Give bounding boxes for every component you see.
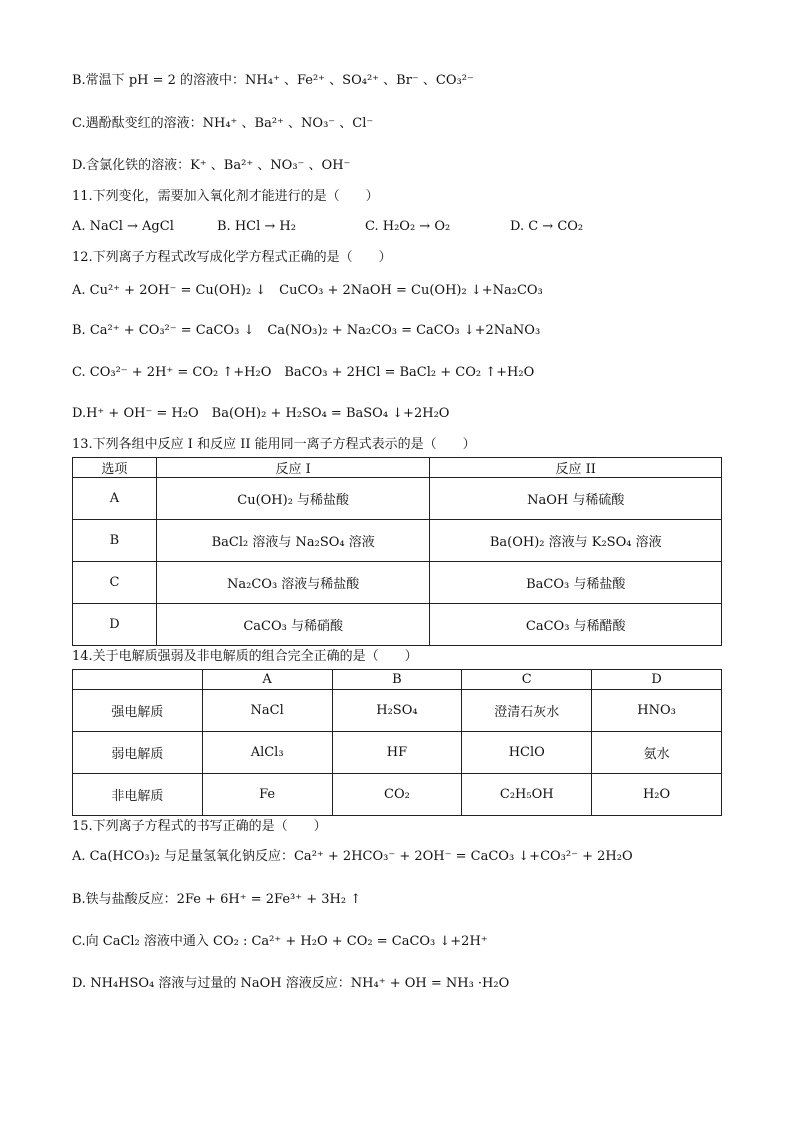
q11-options [72,218,722,236]
table-cell: C [73,562,157,604]
q11-option-a: A. NaCl → AgCl [72,219,174,234]
q11-stem: 11.下列变化，需要加入氧化剂才能进行的是（ ） [72,189,379,204]
q14-table [72,669,722,816]
table-cell: Cu(OH)₂ 与稀盐酸 [156,478,430,520]
q12-option-d: D.H⁺ + OH⁻ = H₂O Ba(OH)₂ + H₂SO₄ = BaSO₄ ↓+2H₂O [72,406,450,421]
table-cell: CaCO₃ 与稀硝酸 [156,604,430,646]
header-cell: B [332,670,462,690]
q10-option-b: B.常温下 pH = 2 的溶液中：NH₄⁺ 、Fe²⁺ 、SO₄²⁺ 、Br⁻ 、CO₃²⁻ [72,73,474,88]
q13-table [72,457,722,646]
table-row [73,562,722,604]
table-cell: C₂H₅OH [462,774,592,816]
table-cell: 澄清石灰水 [462,690,592,732]
table-cell: HNO₃ [592,690,722,732]
table-cell: HClO [462,732,592,774]
q10-option-c: C.遇酚酞变红的溶液：NH₄⁺ 、Ba²⁺ 、NO₃⁻ 、Cl⁻ [72,116,374,131]
table-cell: A [73,478,157,520]
q14-stem: 14.关于电解质强弱及非电解质的组合完全正确的是（ ） [72,649,418,664]
table-cell: 强电解质 [73,690,203,732]
header-cell [73,670,203,690]
table-row [73,478,722,520]
table-cell: 氨水 [592,732,722,774]
q12-option-b: B. Ca²⁺ + CO₃²⁻ = CaCO₃ ↓ Ca(NO₃)₂ + Na₂CO₃ = CaCO₃ ↓+2NaNO₃ [72,323,541,338]
q11-option-d: D. C → CO₂ [510,219,584,234]
q15-option-a: A. Ca(HCO₃)₂ 与足量氢氧化钠反应：Ca²⁺ + 2HCO₃⁻ + 2OH⁻ = CaCO₃ ↓+CO₃²⁻ + 2H₂O [72,849,633,864]
table-cell: AlCl₃ [202,732,332,774]
table-cell: BaCl₂ 溶液与 Na₂SO₄ 溶液 [156,520,430,562]
header-cell: 反应 I [156,458,430,478]
table-cell: Fe [202,774,332,816]
table-cell: CaCO₃ 与稀醋酸 [430,604,722,646]
table-row [73,690,722,732]
q13-stem: 13.下列各组中反应 I 和反应 II 能用同一离子方程式表示的是（ ） [72,437,476,452]
header-cell: A [202,670,332,690]
table-header-row [73,458,722,478]
table-cell: NaCl [202,690,332,732]
table-cell: BaCO₃ 与稀盐酸 [430,562,722,604]
q15-option-b: B.铁与盐酸反应：2Fe + 6H⁺ = 2Fe³⁺ + 3H₂ ↑ [72,892,362,907]
q12-stem: 12.下列离子方程式改写成化学方程式正确的是（ ） [72,250,392,265]
table-row [73,732,722,774]
table-cell: D [73,604,157,646]
header-cell: C [462,670,592,690]
table-cell: H₂O [592,774,722,816]
table-cell: 弱电解质 [73,732,203,774]
q15-stem: 15.下列离子方程式的书写正确的是（ ） [72,819,327,834]
table-cell: NaOH 与稀硫酸 [430,478,722,520]
table-cell: 非电解质 [73,774,203,816]
q15-option-c: C.向 CaCl₂ 溶液中通入 CO₂ : Ca²⁺ + H₂O + CO₂ = CaCO₃ ↓+2H⁺ [72,934,488,949]
header-cell: 选项 [73,458,157,478]
q15-option-d: D. NH₄HSO₄ 溶液与过量的 NaOH 溶液反应：NH₄⁺ + OH = NH₃ ·H₂O [72,976,510,991]
table-row [73,604,722,646]
q12-option-a: A. Cu²⁺ + 2OH⁻ = Cu(OH)₂ ↓ CuCO₃ + 2NaOH = Cu(OH)₂ ↓+Na₂CO₃ [72,283,543,298]
q12-option-c: C. CO₃²⁻ + 2H⁺ = CO₂ ↑+H₂O BaCO₃ + 2HCl = BaCl₂ + CO₂ ↑+H₂O [72,365,535,380]
table-cell: Ba(OH)₂ 溶液与 K₂SO₄ 溶液 [430,520,722,562]
header-cell: 反应 II [430,458,722,478]
table-cell: HF [332,732,462,774]
q11-option-c: C. H₂O₂ → O₂ [365,219,451,234]
table-cell: CO₂ [332,774,462,816]
table-cell: H₂SO₄ [332,690,462,732]
header-cell: D [592,670,722,690]
table-row [73,520,722,562]
table-cell: Na₂CO₃ 溶液与稀盐酸 [156,562,430,604]
table-row [73,774,722,816]
table-header-row [73,670,722,690]
q11-option-b: B. HCl → H₂ [217,219,296,234]
q10-option-d: D.含氯化铁的溶液：K⁺ 、Ba²⁺ 、NO₃⁻ 、OH⁻ [72,158,351,173]
table-cell: B [73,520,157,562]
